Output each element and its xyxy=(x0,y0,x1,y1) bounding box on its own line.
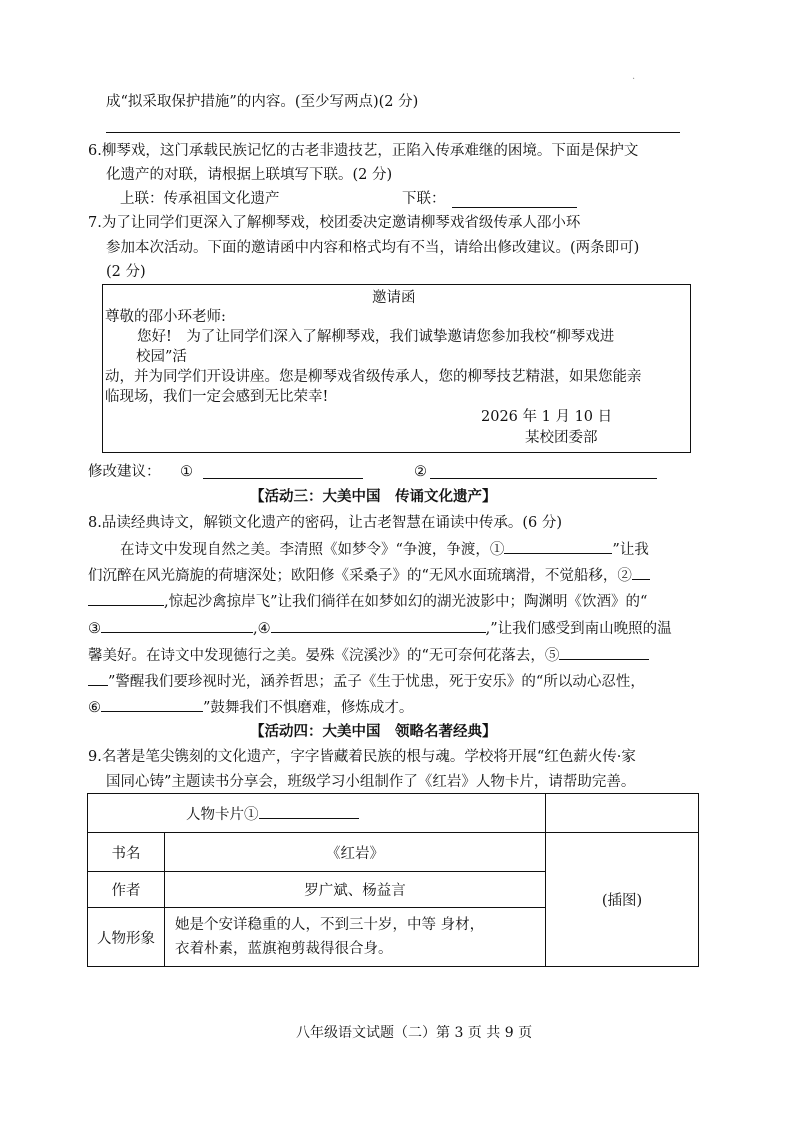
q8-blank-5a[interactable] xyxy=(559,644,649,660)
q8-para-line5 xyxy=(88,644,649,666)
suggest-blank-2[interactable] xyxy=(430,478,657,479)
card-image-value xyxy=(165,908,546,967)
page-footer: 八年级语文试题（二）第 3 页 共 9 页 xyxy=(296,1025,533,1041)
q8-para-line7 xyxy=(88,696,413,718)
card-image-line2: 衣着朴素，蓝旗袍剪裁得很合身。 xyxy=(175,941,393,957)
q8-para-line6 xyxy=(88,670,645,692)
q6-upper: 上联：传承祖国文化遗产 xyxy=(120,191,280,207)
q8-marker-1: ① xyxy=(489,542,505,558)
q8-text-7b: ”鼓舞我们不惧磨难，修炼成才。 xyxy=(203,700,414,716)
q8-marker-6: ⑥ xyxy=(88,700,101,716)
card-image-line1: 她是个安详稳重的人，不到三十岁，中等 身材， xyxy=(175,917,485,933)
q7-line1: 7.为了让同学们更深入了解柳琴戏，校团委决定邀请柳琴戏省级传承人邵小环 xyxy=(88,215,581,231)
card-author-value: 罗广斌、杨益言 xyxy=(165,872,546,908)
q6-line1: 6.柳琴戏，这门承载民族记忆的古老非遗技艺，正陷入传承难继的困境。下面是保护文 xyxy=(88,143,639,159)
suggest-marker-2: ② xyxy=(414,464,427,480)
q8-para-line2 xyxy=(88,564,650,586)
letter-body-1: 您好! 为了让同学们深入了解柳琴戏，我们诚挚邀请您参加我校“柳琴戏进 xyxy=(137,329,615,345)
q8-blank-6[interactable] xyxy=(101,696,203,712)
character-card-table xyxy=(87,793,699,967)
q8-blank-1[interactable] xyxy=(504,538,612,554)
q8-text-3b: ,惊起沙禽掠岸飞”让我们徜徉在如梦如幻的湖光波影中；陶渊明《饮酒》的“ xyxy=(164,594,648,610)
q8-blank-4[interactable] xyxy=(271,617,486,633)
card-author-label: 作者 xyxy=(88,872,165,908)
card-book-value: 《红岩》 xyxy=(165,833,546,872)
card-picture-label: (插图) xyxy=(601,893,643,909)
q8-blank-3[interactable] xyxy=(101,617,253,633)
suggest-label: 修改建议： xyxy=(88,464,161,480)
q6-lower-label: 下联： xyxy=(402,191,446,207)
card-picture-cell[interactable] xyxy=(546,833,699,967)
letter-date: 2026 年 1 月 10 日 xyxy=(481,409,613,425)
activity4-heading: 【活动四：大美中国 领略名著经典】 xyxy=(250,723,497,740)
suggest-blank-1[interactable] xyxy=(203,478,363,479)
letter-body-4: 临现场，我们一定会感到无比荣幸! xyxy=(105,389,329,405)
q8-blank-2a[interactable] xyxy=(632,564,650,580)
q5-answer-line[interactable] xyxy=(106,132,680,133)
activity3-heading: 【活动三：大美中国 传诵文化遗产】 xyxy=(250,488,497,505)
q8-intro: 8.品读经典诗文，解锁文化遗产的密码，让古老智慧在诵读中传承。(6 分) xyxy=(88,515,562,531)
q8-marker-5: ⑤ xyxy=(544,648,560,664)
q8-text-2a: 们沉醉在风光旖旎的荷塘深处；欧阳修《采桑子》的“无风水面琉璃滑，不觉船移， xyxy=(88,568,618,584)
q8-marker-2: ② xyxy=(617,568,632,584)
scan-dot: · xyxy=(632,74,636,85)
card-corner-cell xyxy=(546,794,699,833)
q8-para-line1 xyxy=(120,538,649,560)
letter-title: 邀请函 xyxy=(372,290,416,306)
q8-text-6b: ”警醒我们要珍视时光，涵养哲思；孟子《生于忧患，死于安乐》的“所以动心忍性， xyxy=(108,674,645,690)
q6-line2: 化遗产的对联，请根据上联填写下联。(2 分) xyxy=(106,167,393,183)
q7-line3: (2 分) xyxy=(106,264,146,280)
q8-text-1b: ”让我 xyxy=(612,542,649,558)
q9-line1: 9.名著是笔尖镌刻的文化遗产，字字皆藏着民族的根与魂。学校将开展“红色薪火传·家 xyxy=(88,749,636,765)
q8-para-line3 xyxy=(88,590,647,612)
q8-marker-3: ③ xyxy=(88,621,101,637)
card-image-label: 人物形象 xyxy=(88,908,165,967)
q8-blank-5b[interactable] xyxy=(88,670,108,686)
letter-body-2: 校园”活 xyxy=(136,349,187,365)
q8-text-1a: 在诗文中发现自然之美。李清照《如梦令》“争渡，争渡， xyxy=(120,542,490,558)
card-title-cell xyxy=(88,794,546,833)
q6-lower-blank[interactable] xyxy=(452,207,577,208)
letter-salutation: 尊敬的邵小环老师: xyxy=(105,309,226,325)
q8-marker-4: ,④ xyxy=(253,621,271,637)
q8-blank-2b[interactable] xyxy=(88,590,164,606)
q9-line2: 国同心铸”主题读书分享会，班级学习小组制作了《红岩》人物卡片，请帮助完善。 xyxy=(106,774,636,790)
q5-tail: 成“拟采取保护措施”的内容。(至少写两点)(2 分) xyxy=(106,94,419,110)
card-title-blank[interactable] xyxy=(259,803,359,819)
q8-para-line4 xyxy=(88,617,672,639)
card-title: 人物卡片① xyxy=(186,806,259,823)
letter-signer: 某校团委部 xyxy=(525,430,598,446)
q7-line2: 参加本次活动。下面的邀请函中内容和格式均有不当，请给出修改建议。(两条即可) xyxy=(106,240,640,256)
letter-body-3: 动，并为同学们开设讲座。您是柳琴戏省级传承人，您的柳琴技艺精湛，如果您能亲 xyxy=(105,369,642,385)
q8-text-4b: ,”让我们感受到南山晚照的温 xyxy=(485,621,672,637)
suggest-marker-1: ① xyxy=(180,464,193,480)
card-book-label: 书名 xyxy=(88,833,165,872)
q8-text-5a: 馨美好。在诗文中发现德行之美。晏殊《浣溪沙》的“无可奈何花落去， xyxy=(88,648,545,664)
